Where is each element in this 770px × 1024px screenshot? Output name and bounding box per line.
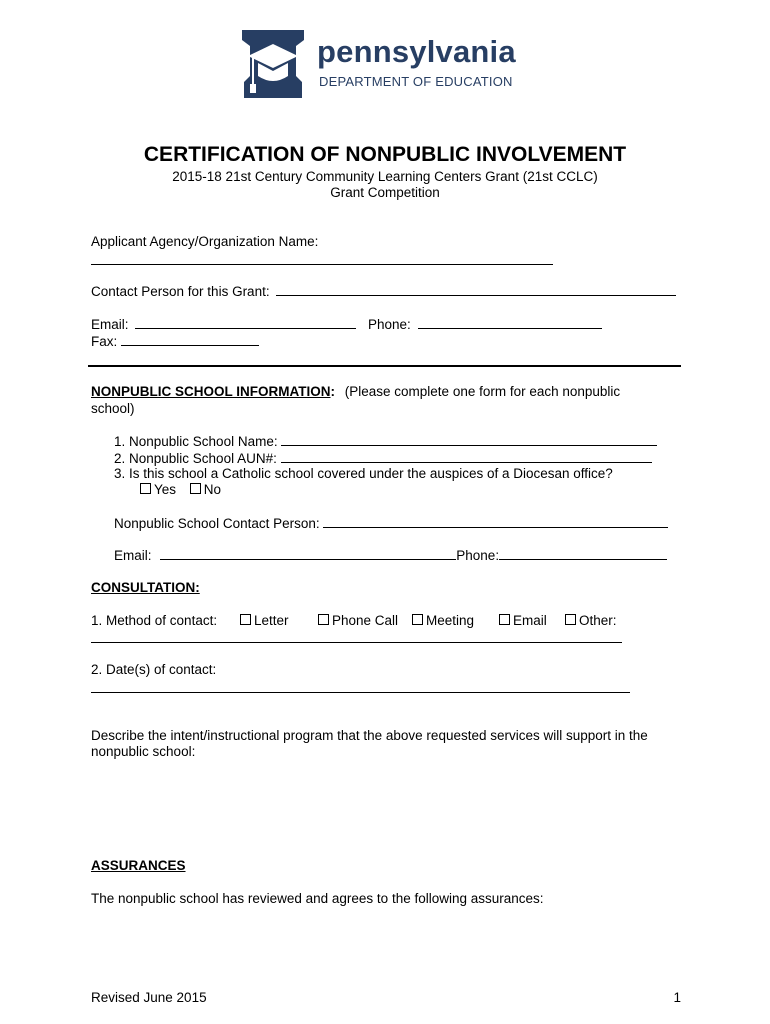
school-contact-field[interactable] <box>323 515 668 528</box>
nonpublic-note: (Please complete one form for each nonpublic <box>344 384 621 399</box>
contact-person-field[interactable] <box>276 283 676 296</box>
method-letter <box>240 613 289 628</box>
nonpublic-heading-row <box>91 384 620 399</box>
applicant-fax-label: Fax: <box>91 334 118 349</box>
dates-field-line[interactable] <box>91 680 630 693</box>
applicant-email-label: Email: <box>91 317 129 332</box>
page-title: CERTIFICATION OF NONPUBLIC INVOLVEMENT <box>143 143 627 166</box>
letter-checkbox[interactable] <box>240 614 251 625</box>
applicant-phone-field[interactable] <box>418 316 602 329</box>
yes-label: Yes <box>154 482 177 497</box>
school-aun-row <box>114 450 652 466</box>
applicant-fax-field[interactable] <box>121 333 259 346</box>
describe-answer-area[interactable] <box>91 765 681 845</box>
section-divider <box>88 365 681 367</box>
contact-person-row <box>91 283 676 299</box>
school-aun-label: 2. Nonpublic School AUN#: <box>114 451 277 466</box>
phone-call-label: Phone Call <box>332 613 399 628</box>
catholic-question: 3. Is this school a Catholic school covered under the auspices of a Diocesan office? <box>114 466 613 481</box>
school-email-field[interactable] <box>160 547 456 560</box>
agency-field-line[interactable] <box>91 252 553 265</box>
nonpublic-note-cont: school) <box>91 401 135 416</box>
grant-subtitle: 2015-18 21st Century Community Learning Centers Grant (21st CCLC) <box>172 169 598 184</box>
other-label: Other: <box>579 613 617 628</box>
email-checkbox[interactable] <box>499 614 510 625</box>
school-phone-label: Phone: <box>456 548 500 563</box>
school-email-label: Email: <box>114 548 152 563</box>
meeting-checkbox[interactable] <box>412 614 423 625</box>
nonpublic-heading-colon: : <box>330 384 335 399</box>
other-checkbox[interactable] <box>565 614 576 625</box>
catholic-options <box>140 482 221 497</box>
method-field-line[interactable] <box>91 630 622 643</box>
revised-date: Revised June 2015 <box>91 990 207 1005</box>
school-name-field[interactable] <box>281 433 657 446</box>
school-phone-field[interactable] <box>499 547 667 560</box>
method-email <box>499 613 547 628</box>
consultation-heading: CONSULTATION: <box>91 580 200 595</box>
school-contact-label: Nonpublic School Contact Person: <box>114 516 320 531</box>
applicant-phone-label: Phone: <box>368 317 411 332</box>
school-name-row <box>114 433 657 449</box>
pde-logo <box>240 28 530 100</box>
applicant-email-row <box>91 316 356 332</box>
nonpublic-heading: NONPUBLIC SCHOOL INFORMATION <box>91 384 331 399</box>
school-name-label: 1. Nonpublic School Name: <box>114 434 278 449</box>
assurances-text: The nonpublic school has reviewed and agrees to the following assurances: <box>91 891 544 906</box>
logo-subtitle: DEPARTMENT OF EDUCATION <box>319 74 513 89</box>
school-aun-field[interactable] <box>281 450 652 463</box>
method-phone-call <box>318 613 398 628</box>
grant-competition: Grant Competition <box>330 185 440 200</box>
applicant-phone-row <box>368 316 602 332</box>
email-label: Email <box>513 613 547 628</box>
agency-label: Applicant Agency/Organization Name: <box>91 234 319 249</box>
page-number: 1 <box>673 990 681 1005</box>
logo-wordmark: pennsylvania <box>317 34 516 69</box>
letter-label: Letter <box>254 613 289 628</box>
no-label: No <box>203 482 222 497</box>
meeting-label: Meeting <box>426 613 475 628</box>
school-email-row <box>114 547 667 563</box>
describe-prompt-cont: nonpublic school: <box>91 744 196 759</box>
assurances-heading: ASSURANCES <box>91 858 186 873</box>
no-checkbox[interactable] <box>190 483 201 494</box>
applicant-email-field[interactable] <box>135 316 356 329</box>
yes-checkbox[interactable] <box>140 483 151 494</box>
applicant-fax-row <box>91 333 259 349</box>
school-contact-row <box>114 515 668 531</box>
contact-person-label: Contact Person for this Grant: <box>91 284 270 299</box>
keystone-graduation-cap-icon <box>240 28 306 100</box>
method-label: 1. Method of contact: <box>91 613 218 628</box>
phone-call-checkbox[interactable] <box>318 614 329 625</box>
describe-prompt: Describe the intent/instructional program that the above requested services will support in the <box>91 728 648 743</box>
dates-label: 2. Date(s) of contact: <box>91 662 217 677</box>
method-other <box>565 613 617 628</box>
method-meeting <box>412 613 474 628</box>
